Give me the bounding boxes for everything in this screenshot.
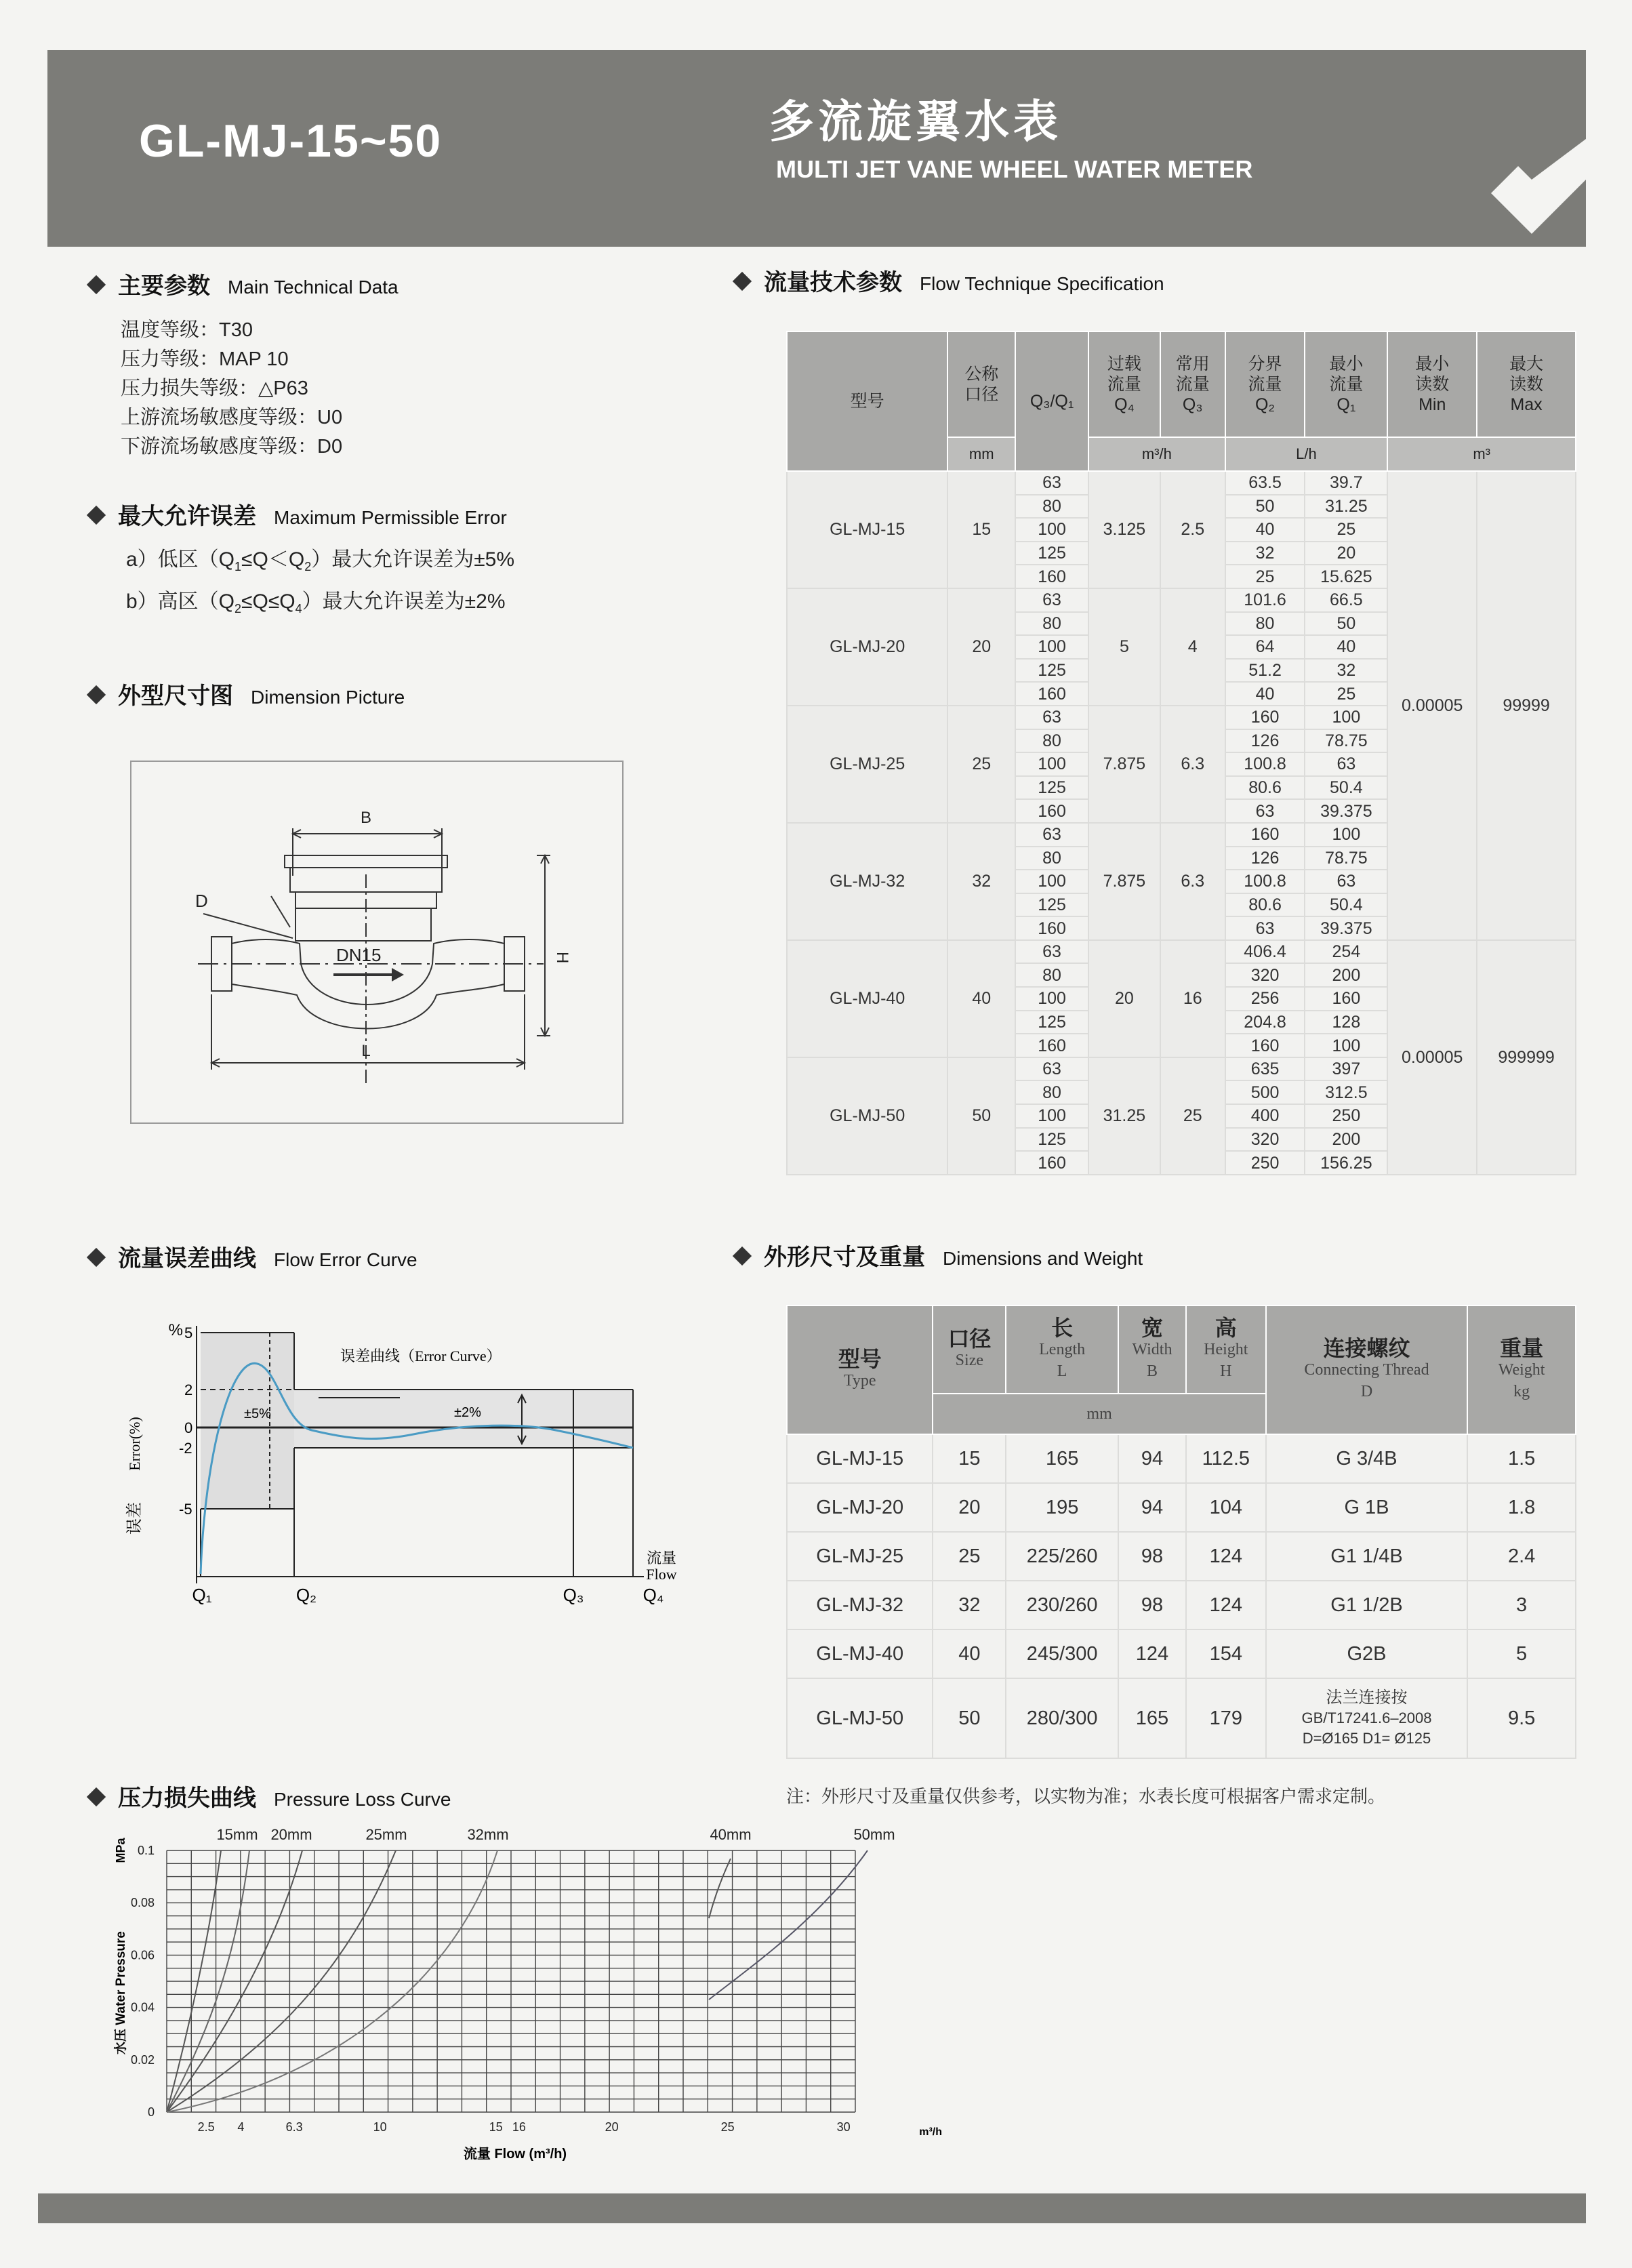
x-tick: Q₂ xyxy=(295,1585,317,1605)
unit-m3: m³ xyxy=(1387,437,1576,471)
th-q2: 分界 流量 Q₂ xyxy=(1225,331,1305,437)
table-row: GL-MJ-50 50 280/300 165 179 法兰连接按 GB/T17241.6–2008 D=Ø165 D1= Ø125 9.5 xyxy=(787,1678,1576,1758)
flow-error-curve-chart xyxy=(115,1322,712,1620)
spec-item: 下游流场敏感度等级：D0 xyxy=(121,436,343,458)
section-error-curve: 流量误差曲线 Flow Error Curve xyxy=(89,1247,417,1270)
diamond-bullet-icon xyxy=(87,1787,106,1806)
label-dn: DN15 xyxy=(336,945,382,965)
meter-dimension-drawing xyxy=(130,761,624,1124)
table-row: 125 80.6 50.4 xyxy=(787,893,1576,917)
flow-spec-table xyxy=(786,331,1576,1175)
table-row: 100 100.8 63 xyxy=(787,752,1576,776)
y-tick: -2 xyxy=(179,1440,192,1457)
label-l: L xyxy=(361,1042,371,1060)
label-b: B xyxy=(360,809,372,827)
unit-lh: L/h xyxy=(1225,437,1388,471)
th-weight: 重量 Weight kg xyxy=(1467,1305,1576,1434)
table-row: 100 256 160 xyxy=(787,987,1576,1011)
table-row: 160 250 156.25 xyxy=(787,1151,1576,1175)
th-width: 宽 Width B xyxy=(1118,1305,1186,1394)
diamond-bullet-icon xyxy=(87,275,106,294)
table-row: GL-MJ-32 32 63 7.875 6.3 160 100 xyxy=(787,823,1576,847)
table-row: 80 500 312.5 xyxy=(787,1080,1576,1104)
x-tick: 16 xyxy=(512,2120,526,2134)
mpe-list xyxy=(126,542,514,626)
th-q4: 过载 流量 Q₄ xyxy=(1088,331,1160,437)
section-main-data: 主要参数 Main Technical Data xyxy=(89,275,399,298)
diamond-bullet-icon xyxy=(87,506,106,525)
label-d: D xyxy=(195,891,208,911)
x-label: 流量 Flow (m³/h) xyxy=(463,2147,567,2162)
y-label-en: Error(%) xyxy=(126,1417,143,1471)
x-tick: 6.3 xyxy=(285,2120,303,2134)
model-title: GL-MJ-15~50 xyxy=(139,115,443,167)
x-tick: Q₃ xyxy=(563,1585,584,1605)
band-low-label: ±5% xyxy=(244,1406,271,1421)
y-tick: 0 xyxy=(147,2105,155,2119)
table-row: 100 40 25 xyxy=(787,518,1576,542)
table-row: GL-MJ-32 32 230/260 98 124 G1 1/2B 3 xyxy=(787,1581,1576,1629)
table-row: GL-MJ-40 40 63 20 16 406.4 254 0.00005 999999 xyxy=(787,940,1576,964)
x-label-cn: 流量 xyxy=(646,1550,677,1566)
curve-label: 20mm xyxy=(270,1826,312,1843)
dimensions-table xyxy=(786,1305,1576,1759)
curve-label: 50mm xyxy=(853,1826,895,1843)
curve-label: 32mm xyxy=(467,1826,509,1843)
diamond-bullet-icon xyxy=(87,685,106,704)
footer-band xyxy=(38,2193,1586,2223)
x-tick: Q₁ xyxy=(192,1585,212,1605)
table-row: 160 63 39.375 xyxy=(787,799,1576,823)
curve-label: 40mm xyxy=(710,1826,752,1843)
th-min: 最小 读数 Min xyxy=(1387,331,1477,437)
diamond-bullet-icon xyxy=(733,1247,752,1265)
table-row: 125 80.6 50.4 xyxy=(787,776,1576,800)
table-row: GL-MJ-50 50 63 31.25 25 635 397 xyxy=(787,1057,1576,1081)
table-row: 125 51.2 32 xyxy=(787,659,1576,683)
table-row: 125 204.8 128 xyxy=(787,1011,1576,1034)
x-tick: 2.5 xyxy=(197,2120,215,2134)
unit-m3h: m³/h xyxy=(1088,437,1225,471)
diamond-bullet-icon xyxy=(733,272,752,291)
y-tick: 2 xyxy=(184,1381,193,1398)
y-tick: 0.1 xyxy=(137,1844,155,1857)
section-dimensions-weight: 外形尺寸及重量 Dimensions and Weight xyxy=(735,1246,1143,1269)
y-unit: MPa xyxy=(114,1838,127,1863)
title-cn: 多流旋翼水表 xyxy=(769,96,1062,146)
spec-item: 压力等级：MAP 10 xyxy=(121,348,289,370)
table-row: 80 126 78.75 xyxy=(787,847,1576,870)
x-tick: 25 xyxy=(720,2120,735,2134)
th-type: 型号 Type xyxy=(787,1305,933,1434)
table-row: 160 25 15.625 xyxy=(787,565,1576,588)
x-tick: 20 xyxy=(605,2120,619,2134)
spec-item: 压力损失等级：△P63 xyxy=(121,378,308,399)
x-tick: 15 xyxy=(489,2120,503,2134)
y-tick: 0.06 xyxy=(130,1948,155,1962)
th-dn: 公称 口径 xyxy=(947,331,1015,437)
x-label-en: Flow xyxy=(646,1566,677,1583)
section-flow-spec: 流量技术参数 Flow Technique Specification xyxy=(735,271,1164,294)
table-row: 100 64 40 xyxy=(787,635,1576,659)
pressure-loss-chart xyxy=(102,1823,956,2176)
y-label: 水压 Water Pressure xyxy=(114,1931,128,2054)
y-tick: 0 xyxy=(184,1419,193,1436)
table-row: GL-MJ-25 25 225/260 98 124 G1 1/4B 2.4 xyxy=(787,1532,1576,1581)
th-size: 口径 Size xyxy=(933,1305,1006,1394)
table-row: GL-MJ-40 40 245/300 124 154 G2B 5 xyxy=(787,1629,1576,1678)
spec-item: 温度等级：T30 xyxy=(121,319,253,341)
spec-item: 上游流场敏感度等级：U0 xyxy=(121,407,343,428)
th-mm: mm xyxy=(933,1394,1265,1434)
section-pressure-curve: 压力损失曲线 Pressure Loss Curve xyxy=(89,1787,451,1810)
table-row: GL-MJ-20 20 195 94 104 G 1B 1.8 xyxy=(787,1483,1576,1532)
y-tick: 0.02 xyxy=(130,2052,155,2067)
y-tick: 5 xyxy=(184,1324,193,1341)
x-unit: m³/h xyxy=(919,2126,942,2138)
dims-note: 注：外形尺寸及重量仅供参考，以实物为准；水表长度可根据客户需求定制。 xyxy=(786,1786,1386,1806)
x-tick: 4 xyxy=(237,2120,245,2134)
y-unit: % xyxy=(168,1322,183,1339)
th-q1: 最小 流量 Q₁ xyxy=(1305,331,1387,437)
table-row: 100 100.8 63 xyxy=(787,870,1576,893)
section-dimension-picture: 外型尺寸图 Dimension Picture xyxy=(89,685,405,708)
table-row: 80 50 31.25 xyxy=(787,495,1576,519)
th-thread: 连接螺纹 Connecting Thread D xyxy=(1266,1305,1468,1434)
table-row: GL-MJ-15 15 63 3.125 2.5 63.5 39.7 0.00005 99999 xyxy=(787,471,1576,495)
table-row: 100 400 250 xyxy=(787,1104,1576,1128)
table-row: 125 32 20 xyxy=(787,542,1576,565)
title-en: MULTI JET VANE WHEEL WATER METER xyxy=(776,155,1253,183)
x-tick: 10 xyxy=(373,2120,387,2134)
x-tick: 30 xyxy=(836,2120,851,2134)
corner-chevron-icon xyxy=(1450,68,1586,251)
x-tick: Q₄ xyxy=(642,1585,664,1605)
y-tick: 0.08 xyxy=(130,1896,155,1910)
table-row: 160 40 25 xyxy=(787,682,1576,706)
table-row: GL-MJ-20 20 63 5 4 101.6 66.5 xyxy=(787,588,1576,612)
table-row: GL-MJ-25 25 63 7.875 6.3 160 100 xyxy=(787,706,1576,729)
header-band xyxy=(47,50,1586,247)
mpe-low: a）低区$(Q_1\le Q<Q_2)$最大允许误差为±5% xyxy=(126,548,515,573)
curve-label: 误差曲线（Error Curve） xyxy=(340,1348,502,1364)
th-q3: 常用 流量 Q₃ xyxy=(1160,331,1225,437)
th-length: 长 Length L xyxy=(1006,1305,1118,1394)
table-row: GL-MJ-15 15 165 94 112.5 G 3/4B 1.5 xyxy=(787,1434,1576,1483)
main-data-list xyxy=(121,316,342,462)
flange-note: 法兰连接按 GB/T17241.6–2008 D=Ø165 D1= Ø125 xyxy=(1266,1678,1468,1758)
mpe-high: b）高区$(Q_2\le Q\le Q_4)$最大允许误差为±2% xyxy=(126,590,506,615)
table-row: 80 126 78.75 xyxy=(787,729,1576,753)
curve-label: 25mm xyxy=(365,1826,407,1843)
section-mpe: 最大允许误差 Maximum Permissible Error xyxy=(89,505,507,528)
th-ratio: Q₃/Q₁ xyxy=(1015,331,1088,471)
curve-label: 15mm xyxy=(216,1826,258,1843)
table-row: 80 320 200 xyxy=(787,963,1576,987)
table-row: 125 320 200 xyxy=(787,1128,1576,1152)
th-model: 型号 xyxy=(787,331,947,471)
unit-mm: mm xyxy=(947,437,1015,471)
table-row: 160 160 100 xyxy=(787,1034,1576,1057)
table-row: 80 80 50 xyxy=(787,612,1576,636)
th-height: 高 Height H xyxy=(1186,1305,1266,1394)
diamond-bullet-icon xyxy=(87,1248,106,1267)
y-tick: -5 xyxy=(179,1501,192,1518)
y-tick: 0.04 xyxy=(130,2000,155,2014)
band-high-label: ±2% xyxy=(454,1405,481,1420)
label-h: H xyxy=(553,952,571,964)
y-label-cn: 误差 xyxy=(125,1502,144,1535)
table-row: 160 63 39.375 xyxy=(787,916,1576,940)
th-max: 最大 读数 Max xyxy=(1477,331,1576,437)
